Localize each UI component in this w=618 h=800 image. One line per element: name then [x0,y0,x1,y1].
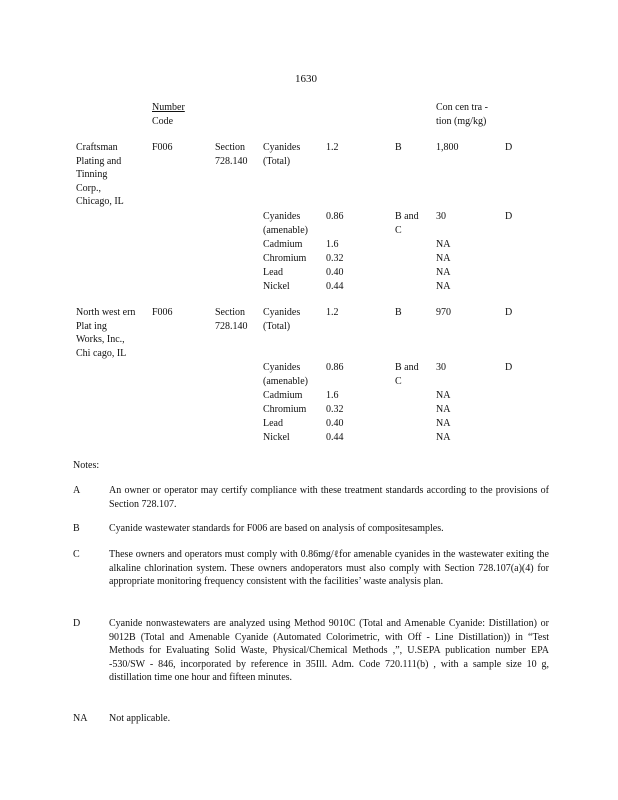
constituent-name: Nickel [263,281,290,292]
constituent-note: B and [395,211,419,222]
constituent-concentration: NA [436,253,451,264]
page-number: 1630 [295,73,317,85]
facility-section: Section [215,307,245,318]
constituent-concentration: NA [436,390,451,401]
constituent-concentration: NA [436,404,451,415]
constituent-value: 1.2 [326,307,339,318]
constituent-name: Lead [263,267,283,278]
constituent-value: 0.86 [326,211,344,222]
facility-name-line: North west ern [76,307,136,318]
constituent-name: Cyanides [263,307,301,318]
constituent-value: 0.86 [326,362,344,373]
constituent-note: B [395,142,402,153]
constituent-note: C [395,376,402,387]
constituent-value: 1.6 [326,239,339,250]
constituent-concentration: 30 [436,211,446,222]
constituent-name-qualifier: (Total) [263,321,291,332]
constituent-name: Chromium [263,404,307,415]
constituent-value: 0.32 [326,404,344,415]
constituent-name: Cadmium [263,390,303,401]
facility-name-line: Corp., [76,182,101,194]
constituent-concentration: NA [436,418,451,429]
constituent-name-qualifier: (amenable) [263,225,308,236]
constituent-concentration: NA [436,239,451,250]
constituent-note: C [395,225,402,236]
header-number: Number [152,102,185,113]
constituent-value: 0.40 [326,418,344,429]
header-concentration-line2: tion (mg/kg) [436,116,487,127]
constituent-name: Chromium [263,253,307,264]
note-text-c: These owners and operators must comply with 0.86mg/ℓfor amenable cyanides in the wastewater exiting the alkaline chlorination system. These owners andoperators must also comply with Section 728.107(a)(4) for appropriate monitoring frequency consistent with the facilities’ waste analysis plan. [109,549,549,587]
facility-name-line: Chicago, IL [76,196,124,207]
concentration-note: D [505,362,513,373]
facility-section-number: 728.140 [215,156,248,167]
note-text-b: Cyanide wastewater standards for F006 are based on analysis of compositesamples. [109,523,444,534]
constituent-concentration: 970 [436,307,451,318]
note-key-a: A [73,485,81,496]
constituent-concentration: NA [436,267,451,278]
concentration-note: D [505,307,513,318]
facility-name-craftsman [76,141,146,209]
constituent-name: Cyanides [263,142,301,153]
constituent-name-qualifier: (amenable) [263,376,308,387]
note-text-a: An owner or operator may certify compliance with these treatment standards according to the provisions of Section 728.107. [109,485,549,510]
constituent-concentration: 30 [436,362,446,373]
constituent-name-qualifier: (Total) [263,156,291,167]
note-text-na: Not applicable. [109,713,171,724]
note-key-b: B [73,523,80,534]
facility-name-line: Plat ing [76,320,107,332]
constituent-value: 1.2 [326,142,339,153]
constituent-note: B [395,307,402,318]
notes-heading: Notes: [73,460,100,471]
constituent-value: 1.6 [326,390,339,401]
facility-name-line: Plating and [76,155,122,167]
constituent-name: Lead [263,418,283,429]
constituent-name: Nickel [263,432,290,443]
facility-section: Section [215,142,245,153]
constituent-value: 0.44 [326,432,344,443]
note-key-c: C [73,549,80,560]
constituent-value: 0.32 [326,253,344,264]
constituent-value: 0.40 [326,267,344,278]
header-code: Code [152,116,174,127]
constituent-concentration: NA [436,281,451,292]
note-text-d: Cyanide nonwastewaters are analyzed using Method 9010C (Total and Amenable Cyanide: Distillation) or 9012B (Total and Amenable Cyanide (Automated Colorimetric, with Off - Line Distillation)) in “Test Methods for Evaluating Solid Waste, Physical/Chemical Methods ,”, U.SEPA publication number EPA -530/SW - 846, incorporated by reference in 35Ill. Adm. Code 720.111(b) , with a sample size 10 g, distillation time one hour and fifteen minutes. [109,618,549,683]
constituent-value: 0.44 [326,281,344,292]
facility-section-number: 728.140 [215,321,248,332]
concentration-note: D [505,211,513,222]
facility-name-line: Tinning [76,169,108,180]
constituent-name: Cyanides [263,211,301,222]
facility-name-line: Chi cago, IL [76,347,127,359]
facility-name-northwestern [76,306,148,360]
facility-code: F006 [152,307,173,318]
constituent-concentration: 1,800 [436,142,459,153]
concentration-note: D [505,142,513,153]
constituent-note: B and [395,362,419,373]
constituent-name: Cadmium [263,239,303,250]
facility-name-line: Works, Inc., [76,334,125,345]
constituent-name: Cyanides [263,362,301,373]
header-concentration-line1: Con cen tra - [436,102,488,113]
note-key-d: D [73,618,81,629]
facility-code: F006 [152,142,173,153]
note-key-na: NA [73,713,88,724]
facility-name-line: Craftsman [76,142,118,153]
constituent-concentration: NA [436,432,451,443]
